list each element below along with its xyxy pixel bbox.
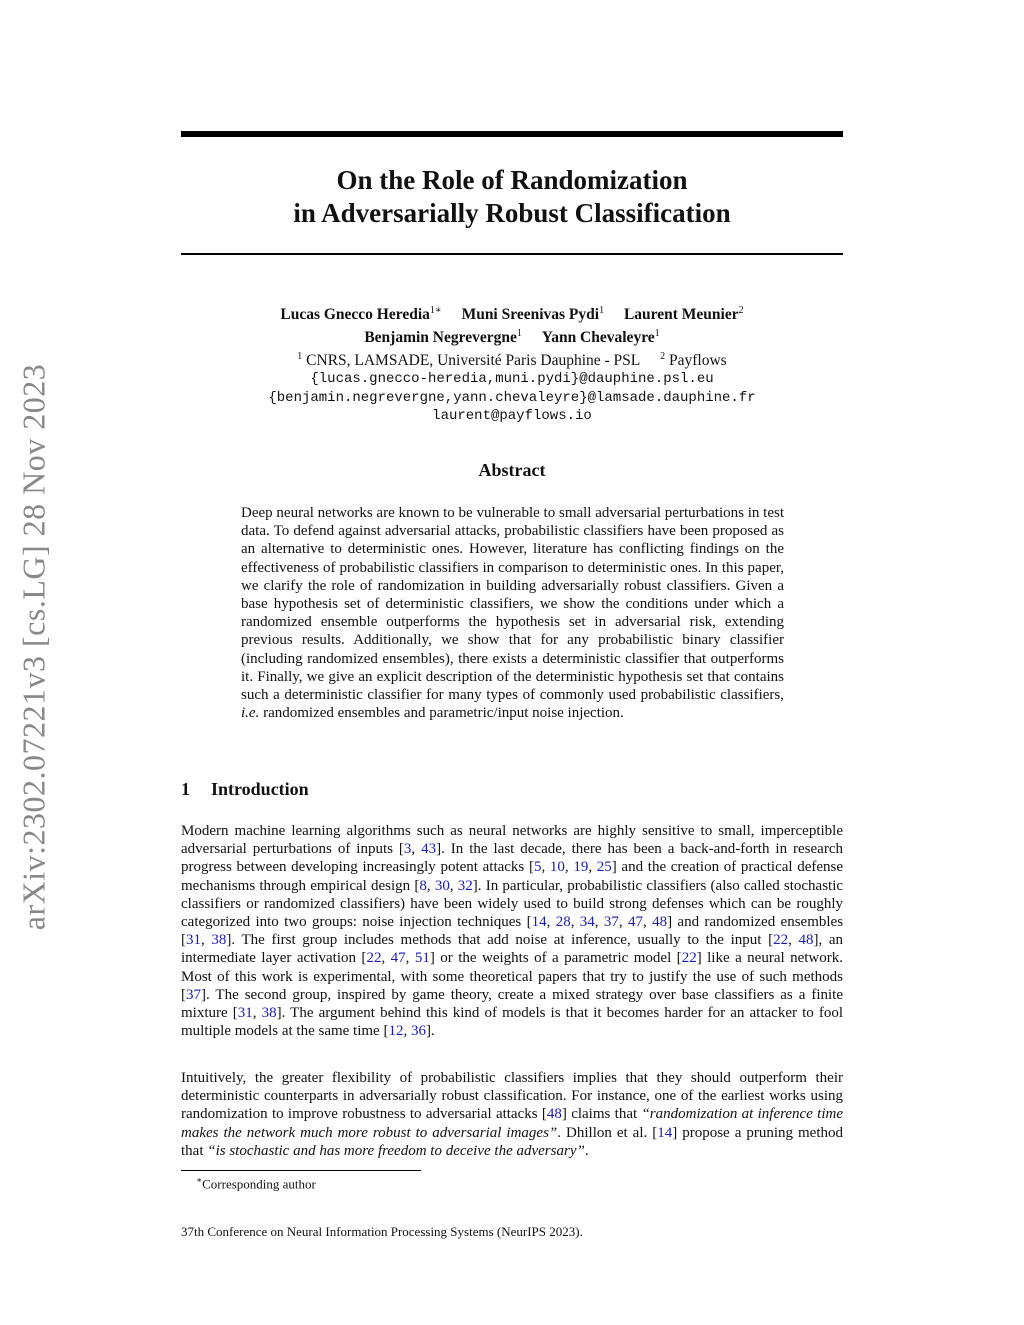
conference-note: 37th Conference on Neural Information Processing Systems (NeurIPS 2023). (181, 1224, 583, 1239)
citation-link[interactable]: 28 (555, 914, 571, 931)
citation-link[interactable]: 19 (573, 859, 589, 876)
citation-link[interactable]: 36 (410, 1023, 426, 1040)
footnote-rule (181, 1170, 421, 1171)
section-title: Introduction (211, 779, 309, 799)
abstract-heading: Abstract (478, 460, 546, 480)
citation-link[interactable]: 47 (390, 950, 406, 967)
citation-link[interactable]: 48 (798, 932, 814, 949)
citation-link[interactable]: 32 (457, 877, 473, 894)
title-top-rule (181, 131, 843, 137)
citation-link[interactable]: 22 (773, 932, 789, 949)
citation-link[interactable]: 14 (657, 1124, 673, 1141)
author-affil: 1∗ (429, 305, 442, 316)
citation-link[interactable]: 34 (579, 914, 595, 931)
citation-link[interactable]: 8 (419, 877, 427, 894)
citation-link[interactable]: 3 (403, 841, 412, 858)
citation-link[interactable]: 37 (186, 986, 201, 1003)
citation-link[interactable]: 43 (421, 841, 437, 858)
author-affil: 1 (516, 328, 522, 340)
title-bottom-rule (181, 253, 843, 255)
quote: “randomization at inference time makes the network much more robust to adversarial images” (181, 1106, 843, 1141)
email-line: {lucas.gnecco-heredia,muni.pydi}@dauphine.psl.eu (310, 371, 714, 388)
author-name: Muni Sreenivas Pydi (461, 306, 600, 324)
intro-paragraph-2: Intuitively, the greater flexibility of probabilistic classifiers implies that they should outperform their deterministic counterparts in adversarially robust classification. For instance, one of the earliest works using randomization to improve robustness to adversarial attacks [48] claims that “randomization at inference time makes the network much more robust to adversarial images”. Dhillon et al. [14] propose a pruning method that “is stochastic and has more freedom to deceive the adversary”. (181, 1070, 843, 1159)
citation-link[interactable]: 12 (388, 1023, 404, 1040)
author-line-2 (181, 324, 843, 347)
section-heading (181, 779, 309, 800)
citation-link[interactable]: 14 (531, 914, 547, 931)
author-block (181, 301, 843, 426)
affiliation: Payflows (669, 352, 727, 370)
citation-link[interactable]: 30 (434, 877, 450, 894)
author-name: Benjamin Negrevergne (364, 329, 517, 347)
citation-link[interactable]: 31 (237, 1005, 253, 1022)
author-affil: 2 (738, 305, 744, 316)
section-number: 1 (181, 779, 190, 799)
email-line: {benjamin.negrevergne,yann.chevaleyre}@lamsade.dauphine.fr (268, 389, 756, 406)
citation-link[interactable]: 22 (681, 950, 697, 967)
abstract-text: Deep neural networks are known to be vulnerable to small adversarial perturbations in test data. To defend against adversarial attacks, probabilistic classifiers have been proposed as an alternative to deterministic ones. However, literature has conflicting findings on the effectiveness of probabilistic classifiers in comparison to deterministic ones. In this paper, we clarify the role of randomization in building adversarially robust classifiers. Given a base hypothesis set of deterministic classifiers, we show the conditions under which a randomized ensemble outperforms the hypothesis set in adversarial risk, extending previous results. Additionally, we show that for any probabilistic binary classifier (including randomized ensembles), there exists a deterministic classifier that outperforms it. Finally, we give an explicit description of the deterministic hypothesis set that contains such a deterministic classifier for many types of commonly used probabilistic classifiers, i.e. randomized ensembles and parametric/input noise injection. (241, 505, 784, 722)
citation-link[interactable]: 10 (549, 859, 565, 876)
paper-title (181, 164, 843, 230)
citation-link[interactable]: 48 (546, 1106, 562, 1123)
citation-link[interactable]: 38 (211, 932, 227, 949)
quote: “is stochastic and has more freedom to deceive the adversary” (207, 1142, 585, 1159)
citation-link[interactable]: 25 (596, 859, 612, 876)
intro-paragraph-1: Modern machine learning algorithms such as neural networks are highly sensitive to small, imperceptible adversarial perturbations of inputs [3, 43]. In the last decade, there has been a back-and-forth in research progress between developing increasingly potent attacks [5, 10, 19, 25] and the creation of practical defense mechanisms through empirical design [8, 30, 32]. In particular, probabilistic classifiers (also called stochastic classifiers or randomized classifiers) have been widely used to build strong defenses which can be roughly categorized into two groups: noise injection techniques [14, 28, 34, 37, 47, 48] and randomized ensembles [31, 38]. The first group includes methods that add noise at inference, usually to the input [22, 48], an intermediate layer activation [22, 47, 51] or the weights of a parametric model [22] like a neural network. Most of this work is experimental, with some theoretical papers that try to justify the use of such methods [37]. The second group, inspired by game theory, create a mixed strategy over base classifiers as a finite mixture [31, 38]. The argument behind this kind of models is that it becomes harder for an attacker to fool multiple models at the same time [12, 36]. (181, 823, 844, 1040)
title-line-2: in Adversarially Robust Classification (293, 198, 731, 228)
affiliation: CNRS, LAMSADE, Université Paris Dauphine - PSL (306, 352, 641, 370)
citation-link[interactable]: 47 (627, 914, 643, 931)
author-affil: 1 (599, 305, 605, 316)
footnote: ∗Corresponding author (196, 1175, 316, 1192)
author-name: Lucas Gnecco Heredia (280, 306, 430, 324)
citation-link[interactable]: 48 (652, 914, 668, 931)
author-line-1 (181, 301, 843, 324)
citation-link[interactable]: 22 (366, 950, 382, 967)
affiliations: $^1$ CNRS, LAMSADE, Université Paris Dauphine - PSL $^2$ Payflows (297, 351, 727, 370)
citation-link[interactable]: 37 (603, 914, 619, 931)
arxiv-id: arXiv:2302.07221v3 [cs.LG] 28 Nov 2023 (15, 363, 52, 931)
citation-link[interactable]: 31 (186, 932, 201, 949)
author-name: Laurent Meunier (623, 306, 739, 324)
arxiv-sidebar (10, 352, 58, 942)
author-name: Yann Chevaleyre (541, 329, 655, 347)
citation-link[interactable]: 5 (533, 859, 542, 876)
citation-link[interactable]: 38 (261, 1005, 277, 1022)
citation-link[interactable]: 51 (414, 950, 430, 967)
author-affil: 1 (654, 328, 660, 340)
email-line: laurent@payflows.io (432, 408, 592, 425)
title-line-1: On the Role of Randomization (336, 165, 688, 195)
